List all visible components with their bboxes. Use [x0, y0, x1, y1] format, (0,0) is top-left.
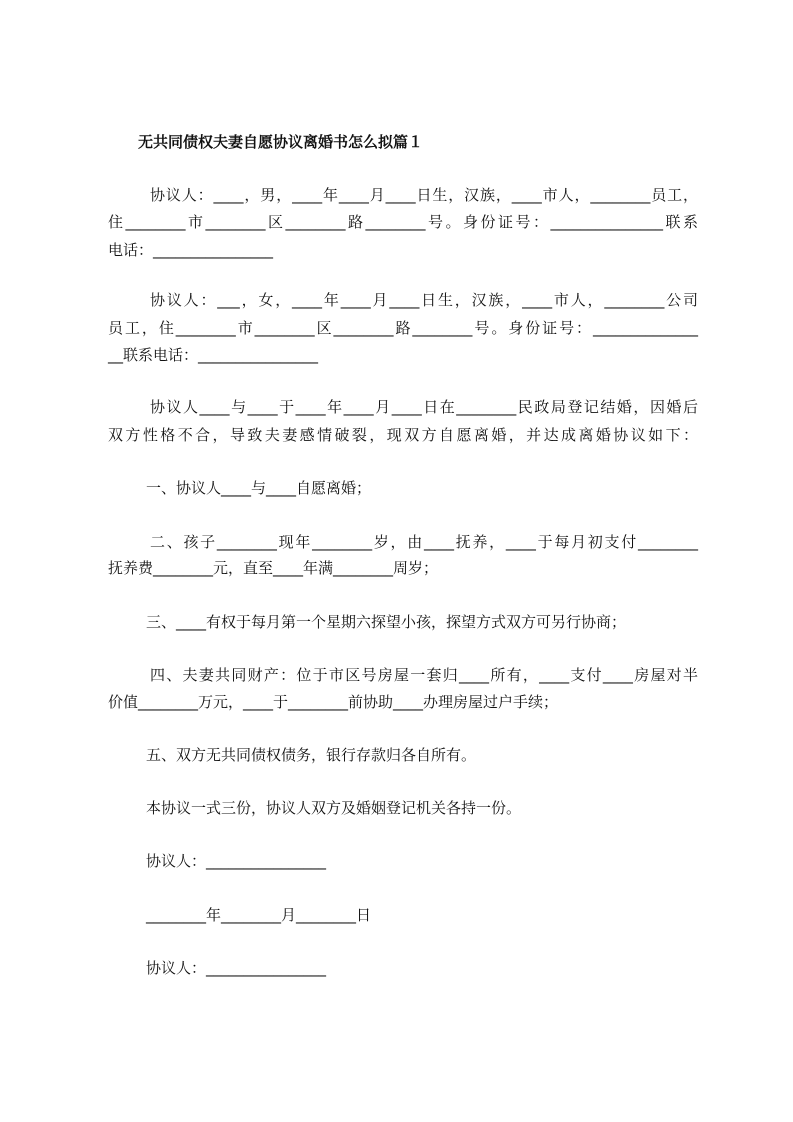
- clause-3: 三、____有权于每月第一个星期六探望小孩，探望方式双方可另行协商；: [146, 613, 627, 631]
- party1-line3: 电话：________________: [108, 241, 274, 259]
- date-line: ________年________月________日: [146, 906, 372, 924]
- clause-4-line1: 四、夫妻共同财产：位于市区号房屋一套归____所有，____支付____房屋对半: [150, 666, 698, 684]
- signature-line-2: 协议人：________________: [146, 959, 327, 977]
- party1-line1: 协议人：____，男，____年____月____日生，汉族，____市人，________员工，: [150, 186, 698, 204]
- copies-clause: 本协议一式三份，协议人双方及婚姻登记机关各持一份。: [146, 799, 522, 817]
- intro-line1: 协议人____与____于____年____月____日在________民政局登记结婚，因婚后: [150, 398, 698, 416]
- party2-line2: 员工，住________市________区________路________号。身份证号：______________: [108, 319, 698, 337]
- party2-line3: __联系电话：________________: [108, 346, 319, 364]
- clause-4-line2: 价值________万元，____于________前协助____办理房屋过户手续；: [108, 693, 559, 711]
- clause-2-line1: 二、孩子________现年________岁，由____抚养，____于每月初支付________: [150, 533, 698, 551]
- document-title: 无共同债权夫妻自愿协议离婚书怎么拟篇１: [138, 133, 424, 151]
- signature-line-1: 协议人：________________: [146, 852, 327, 870]
- party1-line2: 住________市________区________路________号。身份证号：_______________联系: [108, 213, 698, 231]
- clause-5: 五、双方无共同债权债务，银行存款归各自所有。: [146, 746, 477, 764]
- intro-line2: 双方性格不合，导致夫妻感情破裂，现双方自愿离婚，并达成离婚协议如下：: [108, 426, 698, 444]
- clause-2-line2: 抚养费________元，直至____年满________周岁；: [108, 559, 439, 577]
- party2-line1: 协议人：___，女，____年____月____日生，汉族，____市人，________公司: [150, 291, 698, 309]
- clause-1: 一、协议人____与____自愿离婚；: [146, 479, 372, 497]
